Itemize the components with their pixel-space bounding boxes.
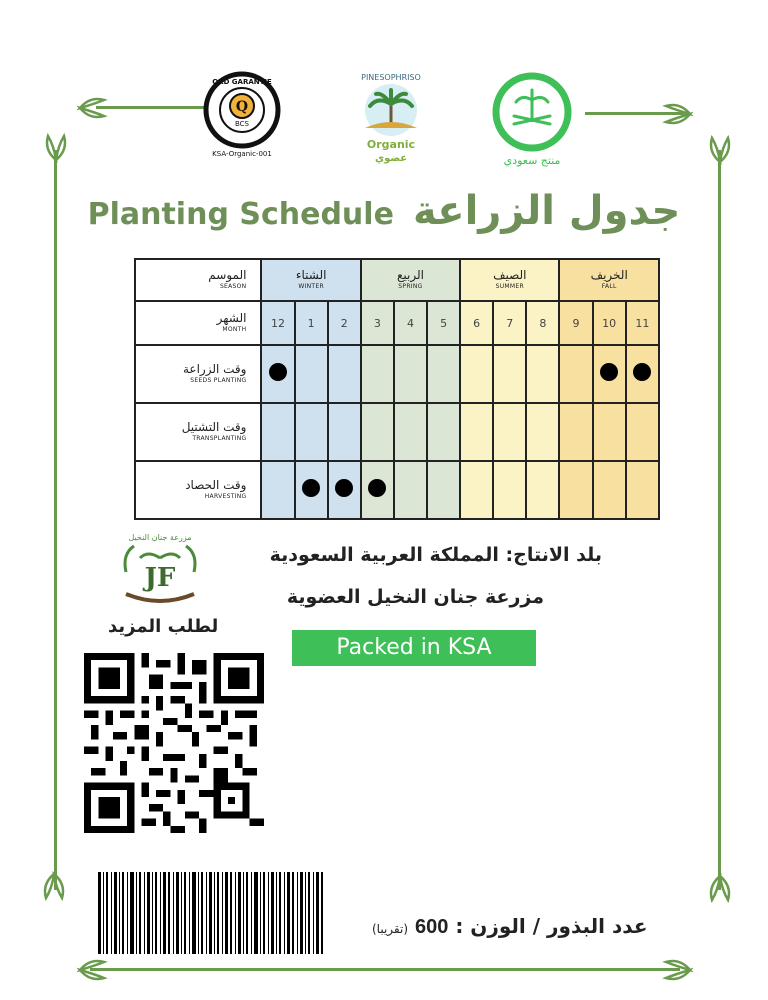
- activity-label-en: HARVESTING: [204, 493, 247, 500]
- qr-code[interactable]: [84, 652, 264, 834]
- schedule-cell: [427, 461, 460, 519]
- schedule-cell: [361, 461, 394, 519]
- month-cell: 4: [394, 301, 427, 345]
- production-country: بلد الانتاج: المملكة العربية السعودية: [269, 544, 602, 566]
- schedule-cell: [295, 461, 328, 519]
- seeds-planting-row: [135, 345, 659, 403]
- bcs-code: KSA-Organic-001: [212, 150, 272, 158]
- frame-right-line: [718, 150, 721, 890]
- leaf-ornament-icon: [76, 956, 110, 984]
- farm-logo: [112, 528, 208, 612]
- season-name-ar: الصيف: [493, 268, 527, 282]
- season-winter: [261, 259, 360, 301]
- season-name-en: SPRING: [398, 283, 423, 290]
- schedule-cell: [261, 345, 294, 403]
- schedule-cell: [295, 345, 328, 403]
- seed-weight-line: [372, 914, 647, 939]
- schedule-cell: [460, 403, 493, 461]
- schedule-cell: [526, 461, 559, 519]
- season-spring: [361, 259, 460, 301]
- leaf-ornament-icon: [704, 872, 736, 904]
- activity-label-cell: [135, 403, 261, 461]
- svg-text:Q: Q: [235, 99, 249, 115]
- season-label-ar: الموسم: [208, 268, 247, 282]
- activity-label-cell: [135, 345, 261, 403]
- month-cell: 1: [295, 301, 328, 345]
- month-label-en: MONTH: [222, 326, 247, 333]
- season-name-en: SUMMER: [495, 283, 524, 290]
- packed-in-badge: Packed in KSA: [292, 630, 536, 666]
- activity-label-ar: وقت الزراعة: [183, 362, 247, 376]
- season-fall: [559, 259, 659, 301]
- month-cell: 12: [261, 301, 294, 345]
- leaf-ornament-icon: [704, 134, 736, 166]
- schedule-cell: [394, 461, 427, 519]
- activity-label-en: SEEDS PLANTING: [190, 377, 247, 384]
- schedule-cell: [593, 403, 626, 461]
- frame-left-line: [54, 150, 57, 890]
- schedule-cell: [626, 345, 659, 403]
- season-name-en: WINTER: [298, 283, 324, 290]
- barcode: [98, 872, 324, 954]
- organic-label-ar: عضوي: [374, 153, 408, 164]
- month-cell: 11: [626, 301, 659, 345]
- schedule-cell: [493, 461, 526, 519]
- schedule-mark-dot: [633, 363, 651, 381]
- bcs-mark: BCS: [234, 120, 250, 128]
- schedule-cell: [295, 403, 328, 461]
- schedule-cell: [626, 403, 659, 461]
- farm-logo-monogram: JF: [144, 563, 176, 593]
- title-arabic: جدول الزراعة: [413, 188, 681, 234]
- season-name-ar: الربيع: [396, 268, 424, 282]
- leaf-ornament-icon: [660, 100, 694, 128]
- schedule-cell: [427, 403, 460, 461]
- schedule-cell: [328, 345, 361, 403]
- harvesting-row: [135, 461, 659, 519]
- month-cell: 7: [493, 301, 526, 345]
- schedule-cell: [493, 345, 526, 403]
- season-name-ar: الشتاء: [295, 268, 327, 282]
- farm-name: مزرعة جنان النخيل العضوية: [286, 586, 544, 608]
- schedule-cell: [361, 403, 394, 461]
- leaf-ornament-icon: [660, 956, 694, 984]
- schedule-mark-dot: [600, 363, 618, 381]
- schedule-mark-dot: [368, 479, 386, 497]
- schedule-cell: [493, 403, 526, 461]
- month-row: [135, 301, 659, 345]
- schedule-cell: [427, 345, 460, 403]
- month-cell: 9: [559, 301, 592, 345]
- schedule-cell: [394, 345, 427, 403]
- schedule-cell: [460, 345, 493, 403]
- leaf-ornament-icon: [38, 870, 70, 902]
- season-summer: [460, 259, 559, 301]
- weight-value: 600: [414, 916, 449, 938]
- schedule-mark-dot: [302, 479, 320, 497]
- month-label-ar: الشهر: [216, 311, 247, 325]
- month-cell: 5: [427, 301, 460, 345]
- order-more-label: لطلب المزيد: [108, 616, 219, 637]
- bcs-ring-text: QKD GARANTIE: [212, 78, 272, 86]
- title-english: Planting Schedule: [87, 197, 394, 232]
- schedule-cell: [559, 461, 592, 519]
- schedule-cell: [460, 461, 493, 519]
- weight-approx-note: (تقريبا): [372, 922, 409, 936]
- month-label-cell: [135, 301, 261, 345]
- weight-label: عدد البذور / الوزن :: [455, 914, 648, 938]
- planting-schedule-table: [134, 258, 660, 520]
- schedule-cell: [361, 345, 394, 403]
- season-name-ar: الخريف: [590, 268, 628, 282]
- leaf-ornament-icon: [40, 132, 72, 164]
- schedule-cell: [559, 403, 592, 461]
- schedule-cell: [593, 345, 626, 403]
- bcs-organic-certification-logo: [196, 70, 288, 158]
- schedule-cell: [526, 403, 559, 461]
- transplanting-row: [135, 403, 659, 461]
- month-cell: 2: [328, 301, 361, 345]
- schedule-cell: [328, 403, 361, 461]
- month-cell: 6: [460, 301, 493, 345]
- saudi-product-label: منتج سعودي: [503, 154, 561, 167]
- page-title: [0, 188, 768, 234]
- organic-arc-text: PINESOPHRISO: [361, 73, 421, 82]
- organic-label-en: Organic: [366, 138, 416, 151]
- activity-label-en: TRANSPLANTING: [192, 435, 247, 442]
- schedule-cell: [559, 345, 592, 403]
- organic-palm-logo: [346, 68, 436, 164]
- activity-label-cell: [135, 461, 261, 519]
- season-name-en: FALL: [601, 283, 617, 290]
- activity-label-ar: وقت التشتيل: [181, 420, 247, 434]
- schedule-mark-dot: [335, 479, 353, 497]
- leaf-ornament-icon: [76, 94, 110, 122]
- farm-logo-arc-text: مزرعة جنان النخيل: [128, 533, 192, 542]
- schedule-cell: [261, 403, 294, 461]
- month-cell: 3: [361, 301, 394, 345]
- schedule-cell: [394, 403, 427, 461]
- schedule-cell: [261, 461, 294, 519]
- schedule-cell: [593, 461, 626, 519]
- activity-label-ar: وقت الحصاد: [185, 478, 247, 492]
- month-cell: 8: [526, 301, 559, 345]
- schedule-cell: [526, 345, 559, 403]
- schedule-cell: [626, 461, 659, 519]
- schedule-cell: [328, 461, 361, 519]
- season-label-cell: [135, 259, 261, 301]
- season-label-en: SEASON: [219, 283, 247, 290]
- saudi-product-logo: [484, 72, 580, 168]
- schedule-mark-dot: [269, 363, 287, 381]
- frame-bottom-line: [90, 968, 680, 971]
- month-cell: 10: [593, 301, 626, 345]
